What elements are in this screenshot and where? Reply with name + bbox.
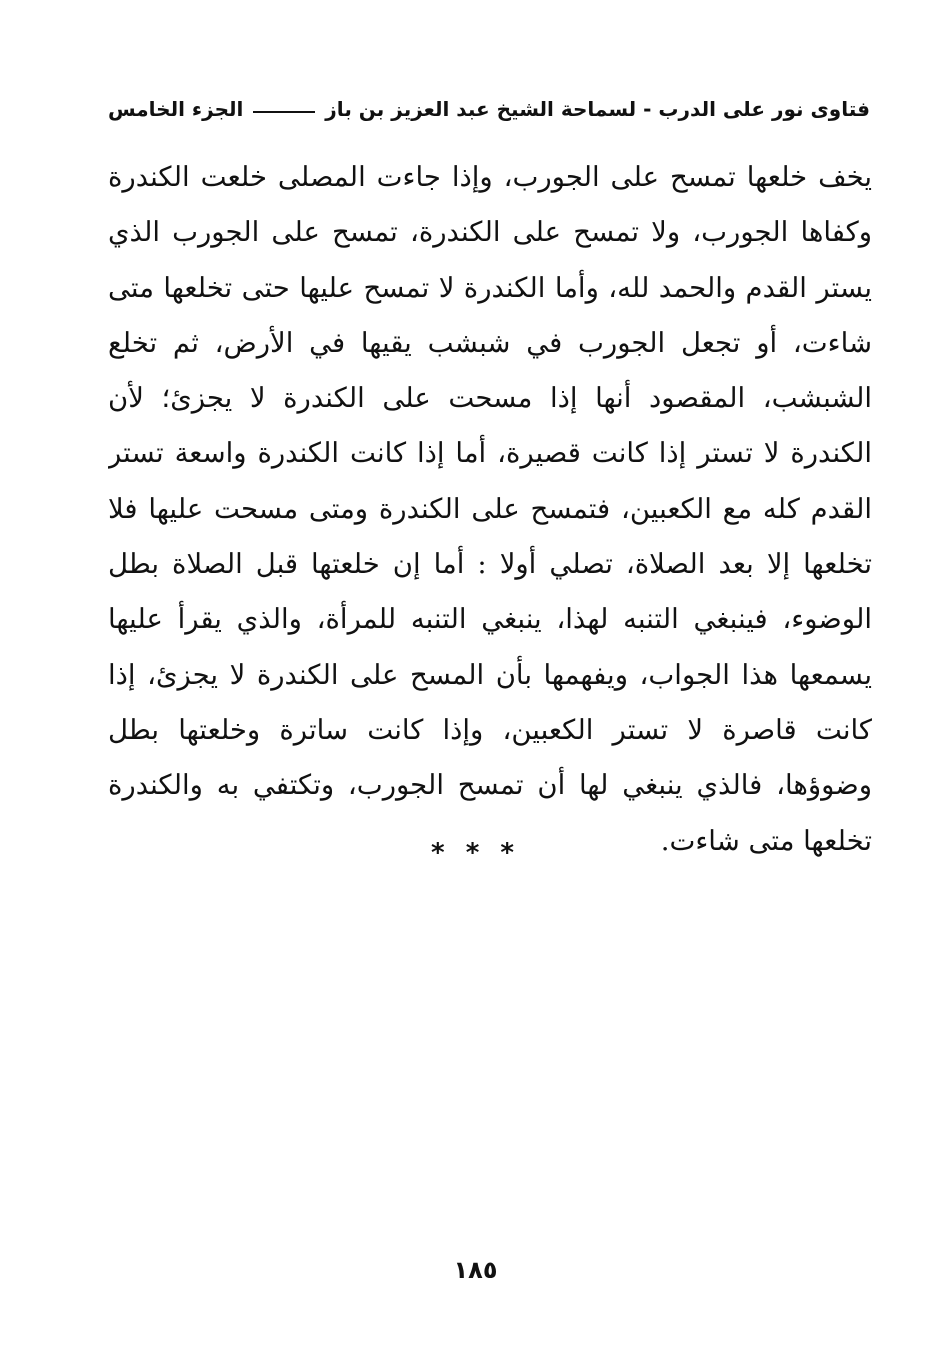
text-line: يسمعها هذا الجواب، ويفهمها بأن المسح على الكندرة لا يجزئ، إذا: [108, 658, 872, 691]
header-rule: [253, 111, 315, 113]
text-line: شاءت، أو تجعل الجورب في شبشب يقيها في الأرض، ثم تخلع: [108, 326, 872, 359]
header-volume: الجزء الخامس: [108, 97, 244, 121]
text-line: القدم كله مع الكعبين، فتمسح على الكندرة ومتى مسحت عليها فلا: [108, 492, 872, 525]
text-line: تخلعها متى شاءت.: [660, 824, 872, 857]
text-line: تخلعها إلا بعد الصلاة، تصلي أولا : أما إن خلعتها قبل الصلاة بطل: [108, 548, 872, 581]
text-line: الكندرة لا تستر إذا كانت قصيرة، أما إذا كانت الكندرة واسعة تستر: [108, 437, 872, 470]
text-line: وكفاها الجورب، ولا تمسح على الكندرة، تمسح على الجورب الذي: [108, 216, 872, 249]
text-line: الوضوء، فينبغي التنبه لهذا، ينبغي التنبه للمرأة، والذي يقرأ عليها: [108, 603, 872, 636]
text-line: يستر القدم والحمد لله، وأما الكندرة لا تمسح عليها حتى تخلعها متى: [108, 271, 872, 304]
text-line: الشبشب، المقصود أنها إذا مسحت على الكندرة لا يجزئ؛ لأن: [108, 382, 872, 415]
running-header: [108, 92, 870, 126]
text-line: وضوؤها، فالذي ينبغي لها أن تمسح الجورب، وتكتفي به والكندرة: [108, 769, 872, 802]
text-line: يخف خلعها تمسح على الجورب، وإذا جاءت المصلى خلعت الكندرة: [108, 161, 872, 193]
page-number: ١٨٥: [453, 1256, 498, 1284]
fatwa-body-text: [108, 150, 872, 869]
section-separator: * * *: [431, 838, 520, 868]
text-line: كانت قاصرة لا تستر الكعبين، وإذا كانت ساترة وخلعتها بطل: [108, 713, 872, 746]
header-title: فتاوى نور على الدرب - لسماحة الشيخ عبد العزيز بن باز: [325, 97, 870, 121]
